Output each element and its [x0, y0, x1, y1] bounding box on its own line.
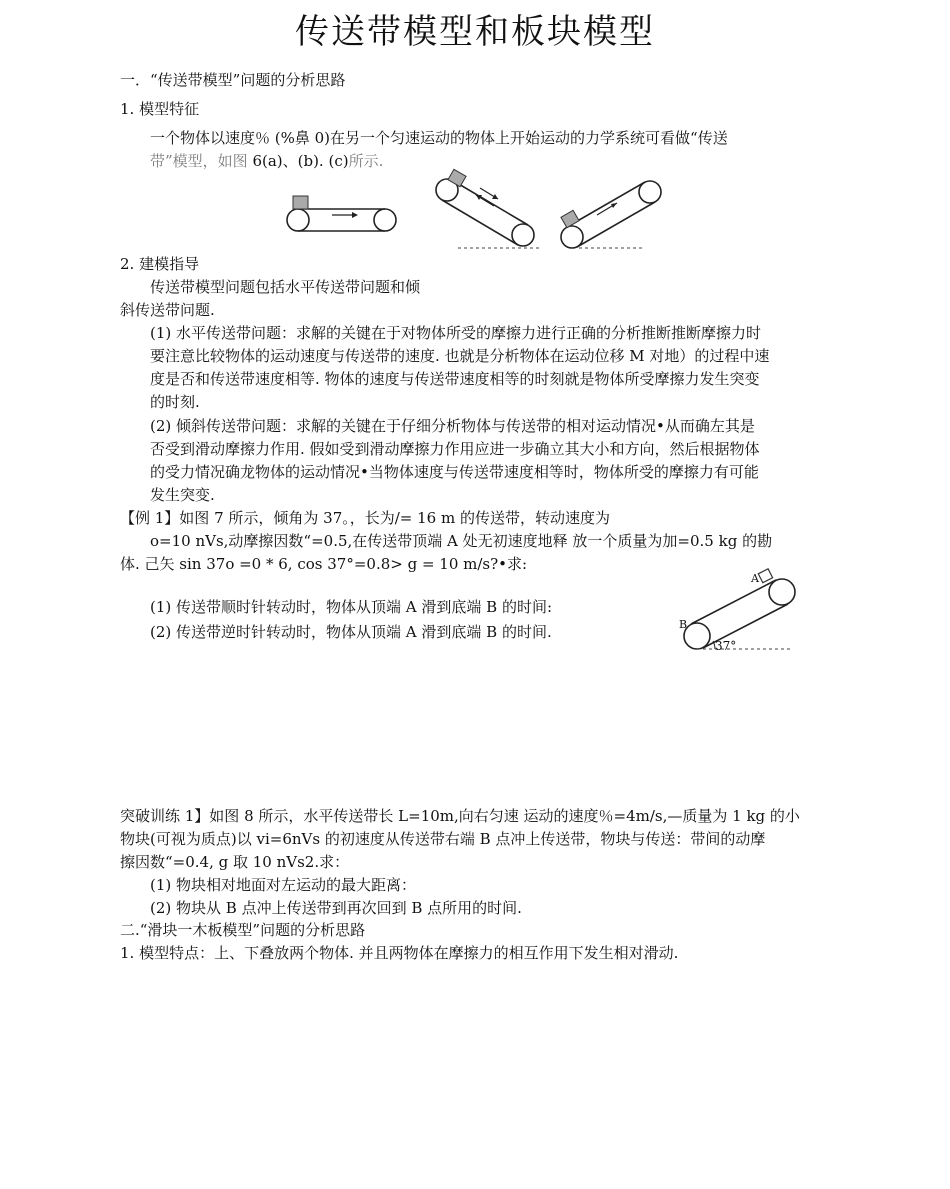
example1-line3: 体. 己矢 sin 37o =0 * 6, cos 37°=0.8> g = 10 m/s?•求:	[120, 555, 528, 573]
modeling-guide-intro1: 传送带模型问题包括水平传送带问题和倾	[150, 278, 421, 296]
model-feature-line2-a: 带”模型，如图	[150, 152, 248, 170]
page-title: 传送带模型和板块模型	[295, 12, 655, 52]
training1-line1: 突破训练 1】如图 8 所示，水平传送带长 L=10m,向右匀速 运动的速度％=4m/s,—质量为 1 kg 的小	[120, 807, 800, 825]
figure6-a-horizontal-belt	[280, 190, 410, 240]
figure7-inclined-belt	[675, 565, 805, 660]
inclined-belt-para-line: 的受力情况确龙物体的运动情况•当物体速度与传送带速度相等时，物体所受的摩擦力有可能	[150, 463, 759, 481]
modeling-guide-heading: 2. 建模指导	[120, 255, 200, 273]
figure6-b-inclined-belt	[430, 168, 545, 253]
training1-question2: (2) 物块从 B 点冲上传送带到再次回到 B 点所用的时间.	[150, 899, 522, 917]
horizontal-belt-para-line: 要注意比较物体的运动速度与传送带的速度. 也就是分析物体在运动位移 M 对地）的过程中速	[150, 347, 770, 365]
modeling-guide-intro2: 斜传送带问题.	[120, 301, 215, 319]
model-feature-line2	[150, 151, 383, 171]
example1-line1: 【例 1】如图 7 所示，倾角为 37。，长为/= 16 m 的传送带，转动速度为	[120, 509, 610, 527]
model-feature-line1: 一个物体以速度％ (%鼻 0)在另一个匀速运动的物体上开始运动的力学系统可看做“传送	[150, 129, 728, 147]
section2-heading: 二.“滑块一木板模型”问题的分析思路	[120, 921, 366, 939]
example1-question2: (2) 传送带逆时针转动时，物体从顶端 A 滑到底端 B 的时间.	[150, 623, 552, 641]
inclined-belt-para-line: (2) 倾斜传送带问题：求解的关键在于仔细分析物体与传送带的相对运动情况•从而确左其是	[150, 417, 755, 435]
example1-question1: (1) 传送带顺时针转动时，物体从顶端 A 滑到底端 B 的时间:	[150, 598, 552, 616]
model-feature-line2-c: 所示.	[348, 152, 384, 170]
figure7-label-b: B	[679, 618, 688, 631]
inclined-belt-para-line: 否受到滑动摩擦力作用. 假如受到滑动摩擦力作用应进一步确立其大小和方向，然后根据物体	[150, 440, 760, 458]
training1-line3: 擦因数“=0.4, g 取 10 nVs2.求：	[120, 853, 350, 871]
figure7-angle-label: 37°	[715, 639, 737, 653]
inclined-belt-para-line: 发生突变.	[150, 486, 215, 504]
training1-line2: 物块(可视为质点)以 vi=6nVs 的初速度从传送带右端 B 点冲上传送带，物块与传送：带间的动摩	[120, 830, 766, 848]
example1-line2: o=10 nVs,动摩擦因数“=0.5,在传送带顶端 A 处无初速度地释 放一个质量为加=0.5 kg 的勘	[150, 532, 773, 550]
horizontal-belt-para-line: 度是否和传送带速度相等. 物体的速度与传送带速度相等的时刻就是物体所受摩擦力发生突变	[150, 370, 760, 388]
figure6-c-inclined-belt	[555, 175, 670, 255]
horizontal-belt-para-line: (1) 水平传送带问题：求解的关键在于对物体所受的摩擦力进行正确的分析推断推断摩擦力时	[150, 324, 762, 342]
training1-question1: (1) 物块相对地面对左运动的最大距离：	[150, 876, 417, 894]
figure7-label-a: A	[751, 572, 759, 585]
horizontal-belt-para-line: 的时刻.	[150, 393, 200, 411]
section1-heading: 一．“传送带模型”问题的分析思路	[120, 71, 346, 89]
model-feature-heading: 1. 模型特征	[120, 100, 200, 118]
section2-item1: 1. 模型特点：上、下叠放两个物体. 并且两物体在摩擦力的相互作用下发生相对滑动.	[120, 944, 679, 962]
model-feature-line2-b: 6(a)、(b). (c)	[247, 152, 349, 170]
